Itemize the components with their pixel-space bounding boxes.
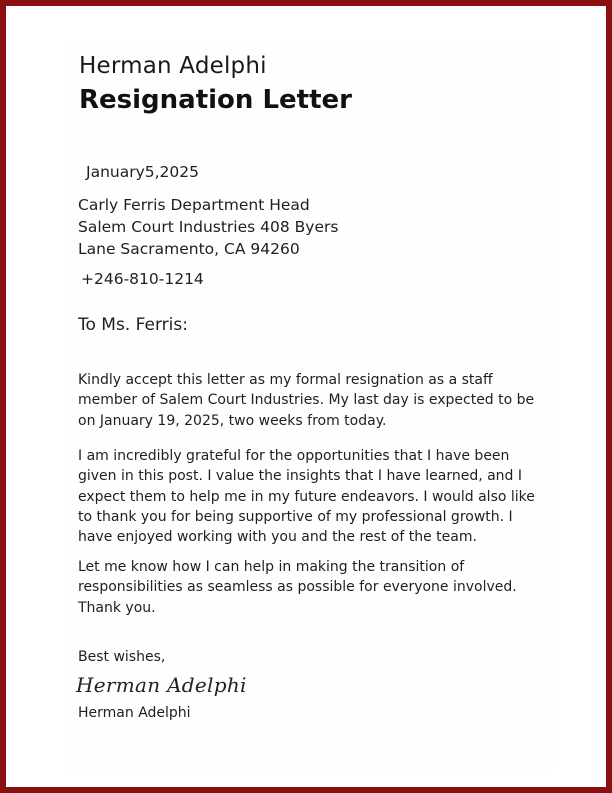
body-paragraph: I am incredibly grateful for the opportunities that I have been given in this post. I value the insights that I have learned, and I expect them to help me in my future endeavors. I would also like to thank you for being supportive of my professional growth. I have enjoyed working with you and the rest of the team.	[78, 448, 535, 546]
handwritten-signature: Herman Adelphi	[76, 673, 247, 697]
document-title: Resignation Letter	[79, 85, 352, 115]
closing: Best wishes,	[78, 649, 166, 665]
recipient-address	[78, 194, 338, 260]
salutation: To Ms. Ferris:	[78, 315, 188, 335]
body-paragraph: Kindly accept this letter as my formal resignation as a staff member of Salem Court Industries. My last day is expected to be on January 19, 2025, two weeks from today.	[78, 372, 535, 429]
sender-name-heading: Herman Adelphi	[79, 53, 267, 79]
recipient-line: Carly Ferris Department Head	[78, 196, 310, 214]
signer-name: Herman Adelphi	[78, 705, 191, 721]
phone-number: +246-810-1214	[81, 270, 204, 288]
letter-date: January5,2025	[86, 163, 199, 181]
recipient-line: Lane Sacramento, CA 94260	[78, 240, 300, 258]
recipient-line: Salem Court Industries 408 Byers	[78, 218, 339, 236]
body-paragraph: Let me know how I can help in making the transition of responsibilities as seamless as possible for everyone involved. Thank you.	[78, 559, 517, 616]
